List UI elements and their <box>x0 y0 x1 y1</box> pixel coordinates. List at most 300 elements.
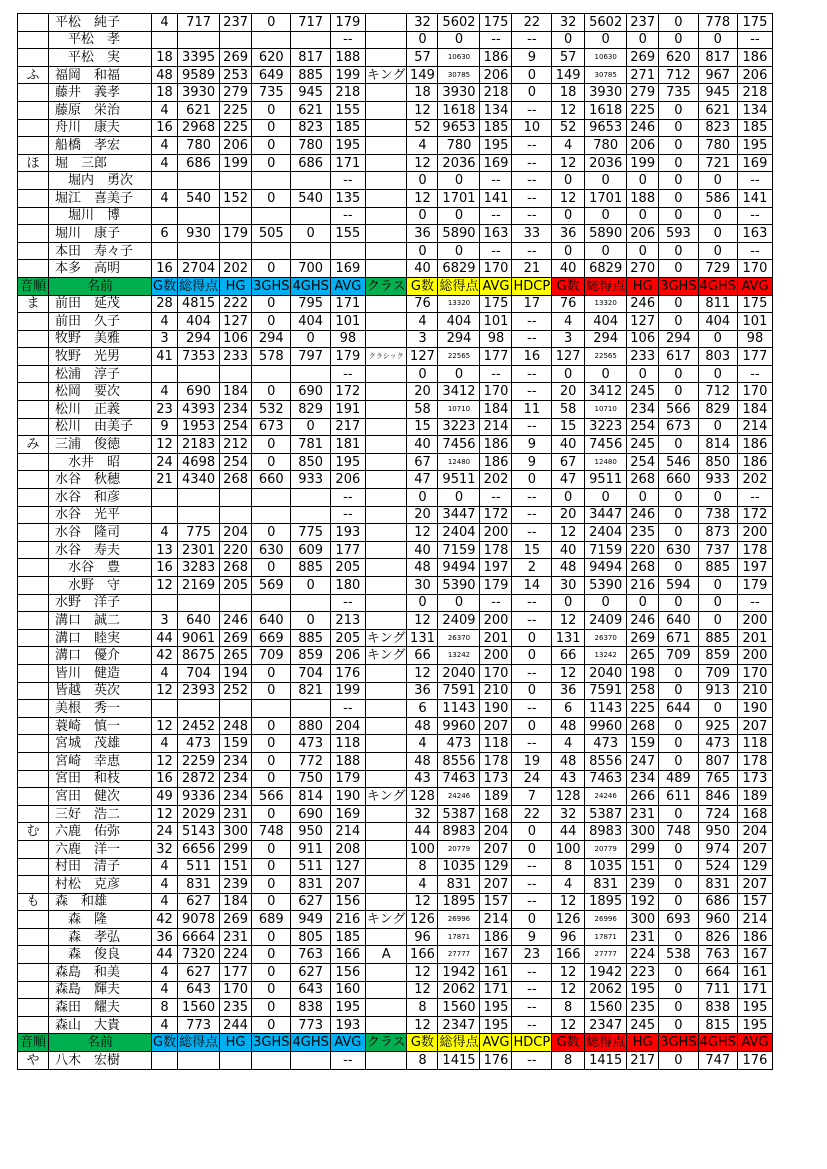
avg-cell: -- <box>737 242 772 260</box>
hdcp-cell: -- <box>512 418 552 436</box>
hg-cell: 268 <box>627 559 659 577</box>
hg-cell: 217 <box>627 1052 659 1070</box>
ghs3-cell: 0 <box>659 594 698 612</box>
hg-cell: 224 <box>627 946 659 964</box>
total-pins-header: 総得点 <box>586 1035 626 1051</box>
g-count-cell: 128 <box>407 788 438 806</box>
total-pins-cell: 9494 <box>585 559 627 577</box>
member-name-cell: 宮田 和枝 <box>49 770 152 788</box>
ghs4-cell: 627 <box>291 964 330 982</box>
hg-cell: 254 <box>220 418 252 436</box>
g-count-cell: 12 <box>552 664 585 682</box>
hdcp-cell: 17 <box>512 295 552 313</box>
table-row <box>18 770 773 788</box>
avg-cell: 185 <box>330 119 365 137</box>
ghs3-cell: 0 <box>252 137 291 155</box>
g-count-cell: 40 <box>407 436 438 454</box>
ghs3-cell: 0 <box>252 840 291 858</box>
ghs4-cell: 831 <box>698 876 737 894</box>
ghs4-cell: 404 <box>291 313 330 331</box>
ghs3-cell: 0 <box>659 436 698 454</box>
table-row <box>18 893 773 911</box>
g-count-cell: 12 <box>407 524 438 542</box>
ghs3-cell: 0 <box>252 876 291 894</box>
ghs3-cell: 0 <box>659 858 698 876</box>
table-row <box>18 752 773 770</box>
hg-cell: 206 <box>627 225 659 243</box>
ghs3-cell <box>252 594 291 612</box>
total-pins-cell: 1560 <box>585 999 627 1017</box>
g-count-cell: 12 <box>152 682 178 700</box>
hg-cell: 265 <box>627 647 659 665</box>
ghs3-cell <box>252 207 291 225</box>
avg-cell: -- <box>330 489 365 507</box>
hg-cell: 234 <box>627 401 659 419</box>
ghs4-cell: 690 <box>291 383 330 401</box>
avg-cell: 190 <box>330 788 365 806</box>
avg-cell: -- <box>330 172 365 190</box>
g-count-cell: 40 <box>552 541 585 559</box>
g-count-cell: 18 <box>152 84 178 102</box>
hg-cell: 269 <box>220 629 252 647</box>
total-pins-cell <box>178 506 220 524</box>
ghs3-cell: 0 <box>252 735 291 753</box>
table-row <box>18 682 773 700</box>
g-count-cell: 20 <box>552 383 585 401</box>
avg-cell: 118 <box>330 735 365 753</box>
total-pins-cell: 2872 <box>178 770 220 788</box>
hg-cell <box>220 31 252 49</box>
hdcp-cell: -- <box>512 101 552 119</box>
hdcp-cell: 9 <box>512 436 552 454</box>
kana-index-cell <box>18 453 49 471</box>
class-cell <box>365 700 407 718</box>
avg-cell: 170 <box>737 383 772 401</box>
ghs3-header: 3GHS <box>253 278 290 294</box>
ghs4-cell: 814 <box>291 788 330 806</box>
total-pins-cell: 2347 <box>585 1016 627 1034</box>
hg-cell <box>220 172 252 190</box>
avg-cell: 170 <box>480 664 512 682</box>
avg-header: AVG <box>330 1034 365 1052</box>
hg-cell: 225 <box>220 101 252 119</box>
kana-index-cell <box>18 365 49 383</box>
total-pins-cell: 2452 <box>178 717 220 735</box>
g-count-cell: 0 <box>552 172 585 190</box>
avg-header: AVG <box>480 277 512 295</box>
g-count-cell: 0 <box>552 31 585 49</box>
member-name-cell: 宮田 健次 <box>49 788 152 806</box>
g-count-cell: 96 <box>407 928 438 946</box>
g-count-cell: 18 <box>407 84 438 102</box>
hdcp-cell: -- <box>512 664 552 682</box>
ghs4-cell: 737 <box>698 541 737 559</box>
avg-cell: 168 <box>737 805 772 823</box>
avg-cell: 200 <box>737 647 772 665</box>
ghs3-cell: 0 <box>659 137 698 155</box>
total-pins-cell: 780 <box>585 137 627 155</box>
ghs4-cell: 781 <box>291 436 330 454</box>
total-pins-cell: 930 <box>178 225 220 243</box>
g-count-cell: 16 <box>152 119 178 137</box>
table-row <box>18 577 773 595</box>
total-pins-cell: 5387 <box>585 805 627 823</box>
g-count-cell: 0 <box>552 489 585 507</box>
ghs4-cell: 803 <box>698 348 737 366</box>
avg-cell: 118 <box>480 735 512 753</box>
table-row <box>18 981 773 999</box>
ghs4-cell: 686 <box>291 154 330 172</box>
class-cell <box>365 295 407 313</box>
total-pins-cell: 2409 <box>438 612 480 630</box>
avg-cell: 181 <box>330 436 365 454</box>
table-row <box>18 154 773 172</box>
total-pins-cell <box>178 365 220 383</box>
avg-cell: 166 <box>330 946 365 964</box>
hg-cell: 0 <box>627 31 659 49</box>
hdcp-cell: -- <box>512 172 552 190</box>
hg-cell: 206 <box>627 137 659 155</box>
avg-cell: 218 <box>737 84 772 102</box>
hdcp-cell: 23 <box>512 946 552 964</box>
ghs3-cell: 0 <box>252 154 291 172</box>
class-cell <box>365 101 407 119</box>
avg-cell: 163 <box>480 225 512 243</box>
avg-cell: 205 <box>330 629 365 647</box>
total-pins-header: 総得点 <box>439 1035 479 1051</box>
g-count-cell <box>152 1052 178 1070</box>
g-count-cell: 0 <box>407 207 438 225</box>
ghs4-cell: 780 <box>291 137 330 155</box>
ghs3-cell: 294 <box>659 330 698 348</box>
hg-cell: 199 <box>627 154 659 172</box>
ghs3-cell: 0 <box>252 964 291 982</box>
ghs3-cell: 0 <box>252 770 291 788</box>
avg-cell: 179 <box>480 577 512 595</box>
table-row <box>18 647 773 665</box>
ghs3-header: 3GHS <box>660 1035 697 1051</box>
avg-cell: 190 <box>737 700 772 718</box>
total-pins-cell: 473 <box>178 735 220 753</box>
ghs3-cell: 0 <box>659 1016 698 1034</box>
total-pins-cell: 12480 <box>438 453 480 471</box>
g-count-cell: 12 <box>407 664 438 682</box>
member-name-cell: 藤井 義孝 <box>49 84 152 102</box>
ghs3-cell: 748 <box>659 823 698 841</box>
member-name-cell: 松浦 淳子 <box>49 365 152 383</box>
total-pins-cell: 7591 <box>585 682 627 700</box>
ghs4-cell: 859 <box>291 647 330 665</box>
ghs4-cell: 763 <box>698 946 737 964</box>
g-count-cell <box>152 31 178 49</box>
total-pins-cell: 9653 <box>438 119 480 137</box>
total-pins-cell: 2040 <box>438 664 480 682</box>
g-count-cell: 4 <box>407 876 438 894</box>
ghs3-cell: 0 <box>659 260 698 278</box>
hg-cell: 225 <box>220 119 252 137</box>
total-pins-cell: 473 <box>585 735 627 753</box>
table-row <box>18 225 773 243</box>
header-row <box>18 1034 773 1052</box>
avg-cell: -- <box>480 172 512 190</box>
g-count-cell: 4 <box>152 137 178 155</box>
hg-cell: 0 <box>627 365 659 383</box>
ghs4-cell: 823 <box>291 119 330 137</box>
g-count-cell: 36 <box>552 682 585 700</box>
g-count-cell: 4 <box>152 313 178 331</box>
kana-header: 音順 <box>18 1034 49 1052</box>
ghs4-header: 4GHS <box>699 278 736 294</box>
hdcp-cell: 0 <box>512 682 552 700</box>
hg-cell: 246 <box>627 612 659 630</box>
avg-cell: 188 <box>330 752 365 770</box>
g-count-cell: 36 <box>407 682 438 700</box>
hdcp-header: HDCP <box>513 1035 551 1051</box>
g-count-cell: 12 <box>407 154 438 172</box>
avg-cell: 195 <box>737 137 772 155</box>
member-name-cell: 水谷 隆司 <box>49 524 152 542</box>
total-pins-cell: 5390 <box>585 577 627 595</box>
total-pins-cell: 2393 <box>178 682 220 700</box>
class-cell <box>365 225 407 243</box>
total-pins-cell: 5890 <box>438 225 480 243</box>
member-name-cell: 松川 正義 <box>49 401 152 419</box>
kana-index-cell <box>18 207 49 225</box>
hdcp-cell: 0 <box>512 647 552 665</box>
total-pins-cell: 4698 <box>178 453 220 471</box>
hdcp-cell: 0 <box>512 840 552 858</box>
g-count-cell: 3 <box>152 330 178 348</box>
avg-cell: 135 <box>330 189 365 207</box>
total-pins-cell: 13320 <box>585 295 627 313</box>
g-count-cell <box>152 594 178 612</box>
class-cell <box>365 999 407 1017</box>
member-name-cell: 本多 高明 <box>49 260 152 278</box>
total-pins-cell: 9511 <box>585 471 627 489</box>
total-pins-cell: 294 <box>585 330 627 348</box>
ghs3-cell: 0 <box>659 31 698 49</box>
ghs3-cell: 0 <box>659 119 698 137</box>
avg-cell: 186 <box>737 928 772 946</box>
ghs3-cell: 0 <box>659 893 698 911</box>
total-pins-cell: 27777 <box>438 946 480 964</box>
total-pins-cell: 621 <box>178 101 220 119</box>
total-pins-cell: 0 <box>585 207 627 225</box>
hdcp-cell: -- <box>512 207 552 225</box>
kana-index-cell <box>18 348 49 366</box>
hg-cell: 235 <box>220 999 252 1017</box>
ghs4-cell: 0 <box>698 594 737 612</box>
ghs4-cell: 772 <box>291 752 330 770</box>
ghs4-cell: 780 <box>698 137 737 155</box>
avg-cell: 186 <box>480 49 512 67</box>
g-count-cell: 12 <box>552 101 585 119</box>
ghs4-cell: 925 <box>698 717 737 735</box>
total-pins-cell: 704 <box>178 664 220 682</box>
class-cell <box>365 594 407 612</box>
class-cell <box>365 84 407 102</box>
class-cell <box>365 453 407 471</box>
total-pins-cell: 8556 <box>438 752 480 770</box>
member-name-cell: 森島 輝夫 <box>49 981 152 999</box>
ghs3-cell: 0 <box>252 858 291 876</box>
member-name-cell: 宮崎 幸恵 <box>49 752 152 770</box>
member-name-cell: 水谷 寿夫 <box>49 541 152 559</box>
avg-cell: 207 <box>737 840 772 858</box>
ghs4-cell: 473 <box>698 735 737 753</box>
ghs4-cell <box>291 506 330 524</box>
class-cell <box>365 682 407 700</box>
avg-cell: 172 <box>480 506 512 524</box>
g-count-cell: 48 <box>552 752 585 770</box>
kana-index-cell <box>18 840 49 858</box>
avg-cell: 207 <box>737 876 772 894</box>
hg-cell: 170 <box>220 981 252 999</box>
avg-cell: 134 <box>480 101 512 119</box>
ghs3-cell: 640 <box>252 612 291 630</box>
g-count-cell: 3 <box>152 612 178 630</box>
ghs4-cell: 945 <box>291 84 330 102</box>
hg-cell: 106 <box>627 330 659 348</box>
g-count-cell: 8 <box>552 1052 585 1070</box>
member-name-cell: 堀江 喜美子 <box>49 189 152 207</box>
header-row <box>18 277 773 295</box>
avg-cell: 169 <box>330 260 365 278</box>
hdcp-cell: -- <box>512 365 552 383</box>
avg-cell: -- <box>737 365 772 383</box>
avg-cell: 195 <box>330 999 365 1017</box>
hg-header: HG <box>627 277 659 295</box>
score-table <box>17 13 773 1070</box>
avg-cell: 155 <box>330 225 365 243</box>
member-name-cell: 美根 秀一 <box>49 700 152 718</box>
total-pins-cell: 4815 <box>178 295 220 313</box>
ghs3-cell: 712 <box>659 66 698 84</box>
hg-cell: 0 <box>627 172 659 190</box>
total-pins-cell: 1942 <box>585 964 627 982</box>
ghs3-cell: 693 <box>659 911 698 929</box>
kana-index-cell <box>18 981 49 999</box>
kana-index-cell <box>18 717 49 735</box>
member-name-cell: 水井 昭 <box>49 453 152 471</box>
g-count-cell: 4 <box>152 735 178 753</box>
g-count-cell: 58 <box>407 401 438 419</box>
member-name-cell: 牧野 光男 <box>49 348 152 366</box>
avg-cell: 207 <box>737 717 772 735</box>
avg-cell: 173 <box>737 770 772 788</box>
hg-cell: 220 <box>220 541 252 559</box>
avg-header: AVG <box>737 1034 772 1052</box>
ghs4-cell <box>291 172 330 190</box>
ghs4-cell: 850 <box>291 453 330 471</box>
table-row <box>18 365 773 383</box>
kana-index-cell <box>18 999 49 1017</box>
avg-cell: 195 <box>480 999 512 1017</box>
kana-index-cell <box>18 172 49 190</box>
table-row <box>18 471 773 489</box>
total-pins-cell: 7463 <box>585 770 627 788</box>
total-pins-cell: 24246 <box>438 788 480 806</box>
hg-cell: 233 <box>627 348 659 366</box>
ghs4-cell: 0 <box>698 365 737 383</box>
g-count-cell: 149 <box>552 66 585 84</box>
avg-cell: 170 <box>480 383 512 401</box>
member-name-cell: 三浦 俊徳 <box>49 436 152 454</box>
class-cell <box>365 119 407 137</box>
ghs3-cell: 0 <box>252 524 291 542</box>
g-count-cell: 13 <box>152 541 178 559</box>
avg-cell: 195 <box>330 453 365 471</box>
g-count-cell: 12 <box>552 893 585 911</box>
ghs3-cell: 538 <box>659 946 698 964</box>
g-count-cell: 12 <box>552 981 585 999</box>
class-cell <box>365 14 407 32</box>
total-pins-cell: 627 <box>178 964 220 982</box>
total-pins-cell: 3395 <box>178 49 220 67</box>
g-count-cell: 44 <box>552 823 585 841</box>
member-name-cell: 福岡 和福 <box>49 66 152 84</box>
total-pins-cell: 6656 <box>178 840 220 858</box>
ghs4-header: 4GHS <box>292 1035 329 1051</box>
g-count-cell: 0 <box>552 365 585 383</box>
ghs3-cell: 0 <box>252 383 291 401</box>
avg-cell: 168 <box>480 805 512 823</box>
table-row <box>18 172 773 190</box>
avg-cell: 171 <box>330 295 365 313</box>
hdcp-cell: 11 <box>512 401 552 419</box>
total-pins-cell: 5602 <box>585 14 627 32</box>
ghs3-cell: 569 <box>252 577 291 595</box>
ghs3-cell: 0 <box>252 119 291 137</box>
total-pins-cell: 2301 <box>178 541 220 559</box>
total-pins-cell: 9511 <box>438 471 480 489</box>
member-name-cell: 蓑崎 慎一 <box>49 717 152 735</box>
total-pins-cell <box>178 700 220 718</box>
g-count-cell: 131 <box>552 629 585 647</box>
hg-cell: 106 <box>220 330 252 348</box>
total-pins-cell: 8983 <box>438 823 480 841</box>
hdcp-cell: 9 <box>512 928 552 946</box>
hg-cell: 239 <box>220 876 252 894</box>
hg-header: HG <box>627 1034 659 1052</box>
ghs3-cell: 0 <box>252 752 291 770</box>
g-count-cell: 32 <box>152 840 178 858</box>
table-row <box>18 506 773 524</box>
kana-index-cell <box>18 629 49 647</box>
avg-cell: 160 <box>330 981 365 999</box>
ghs4-cell: 967 <box>698 66 737 84</box>
class-cell <box>365 154 407 172</box>
hg-cell: 254 <box>220 453 252 471</box>
hdcp-cell: -- <box>512 189 552 207</box>
total-pins-cell: 7159 <box>438 541 480 559</box>
total-pins-cell: 2968 <box>178 119 220 137</box>
total-pins-cell: 2036 <box>438 154 480 172</box>
hg-cell: 234 <box>220 788 252 806</box>
member-name-cell: 水野 守 <box>49 577 152 595</box>
g-count-cell: 12 <box>152 805 178 823</box>
total-pins-header: 総得点 <box>586 278 626 294</box>
ghs3-cell: 0 <box>659 365 698 383</box>
hg-cell: 245 <box>627 1016 659 1034</box>
kana-index-cell <box>18 49 49 67</box>
avg-cell: 189 <box>480 788 512 806</box>
hdcp-cell: -- <box>512 876 552 894</box>
g-count-cell: 100 <box>552 840 585 858</box>
class-cell <box>365 383 407 401</box>
avg-cell: 172 <box>330 383 365 401</box>
hg-cell: 194 <box>220 664 252 682</box>
